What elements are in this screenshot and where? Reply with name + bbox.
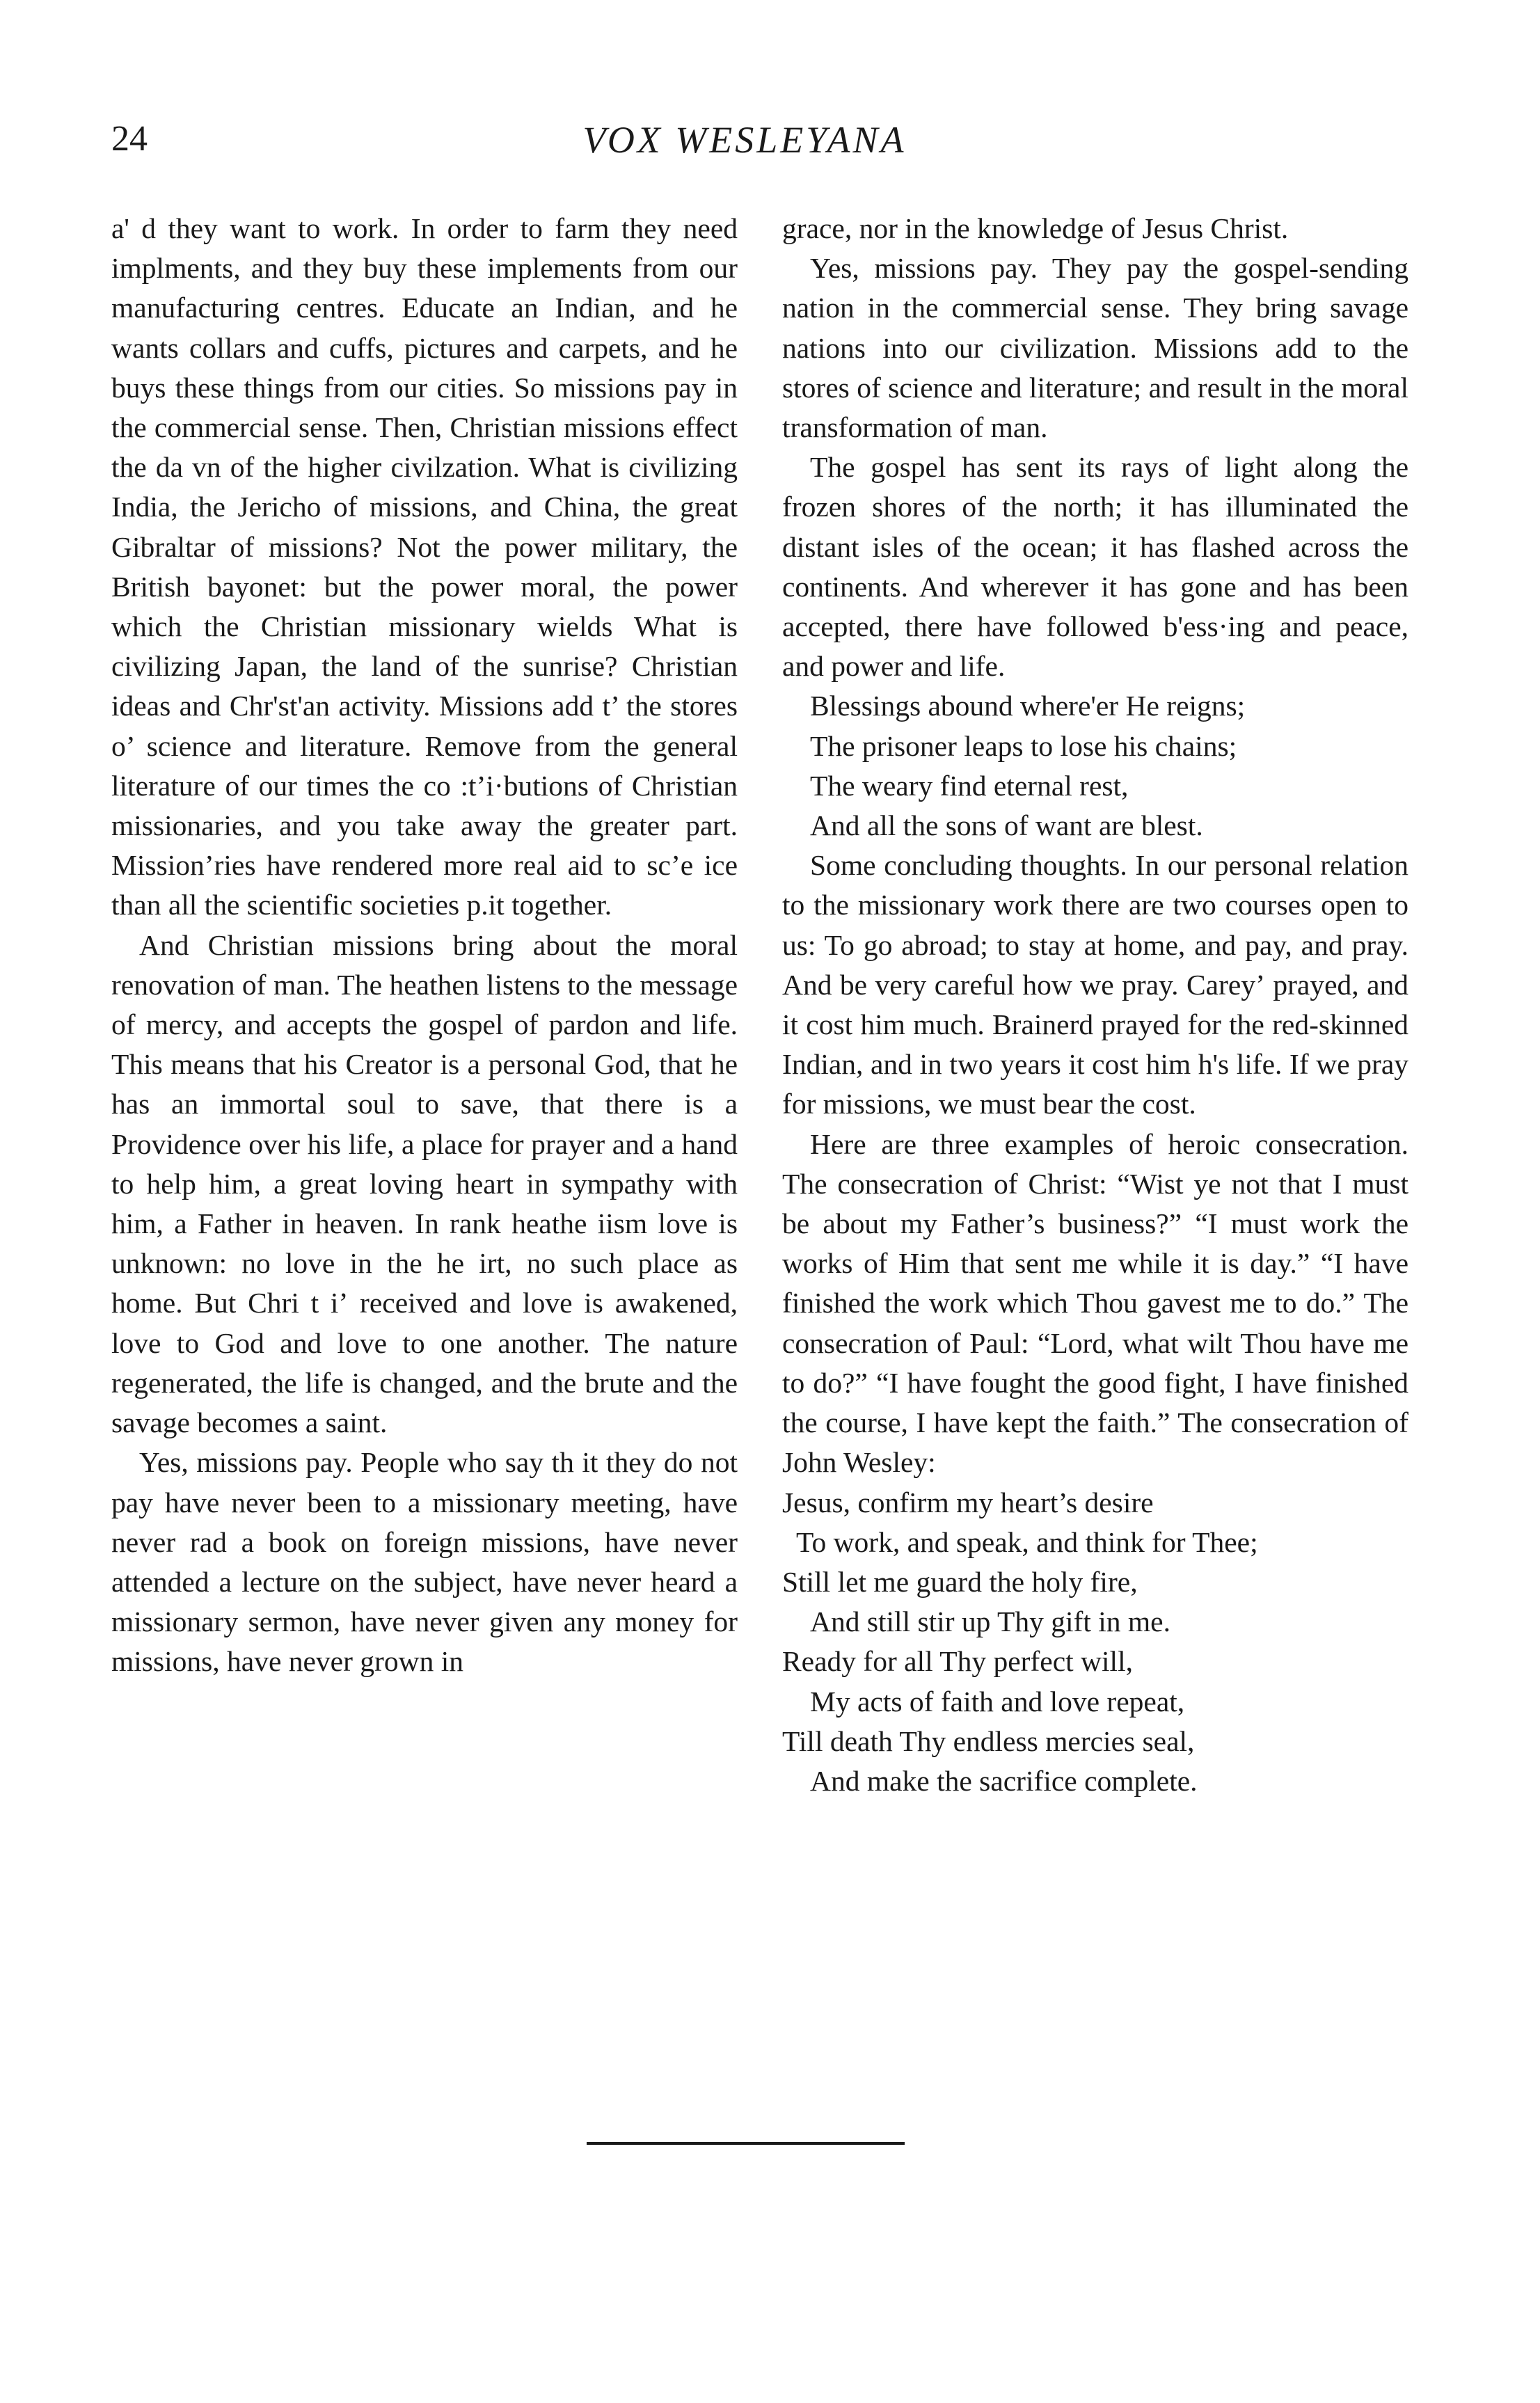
verse-line: And all the sons of want are blest. bbox=[810, 809, 1203, 842]
hymn-line: Ready for all Thy perfect will, bbox=[782, 1645, 1133, 1678]
left-paragraph-3: Yes, missions pay. People who say th it they do not pay have never been to a missionary meeting, have never rad a book on foreign missions, have never attended a lecture on the subject, have never heard a missionary sermon, have never given any money for missions, have never grown in bbox=[111, 1446, 738, 1678]
page-header bbox=[111, 118, 1378, 174]
right-paragraph-3: The gospel has sent its rays of light along the frozen shores of the north; it has illuminated the distant isles of the ocean; it has flashed across the continents. And wherever it has gone and has been accepted, there have followed b'ess·ing and peace, and power and life. bbox=[782, 451, 1408, 683]
page-number: 24 bbox=[111, 119, 148, 159]
hymn-line: Till death Thy endless mercies seal, bbox=[782, 1724, 1195, 1757]
left-column bbox=[111, 209, 738, 1682]
verse-line: The weary find eternal rest, bbox=[810, 769, 1129, 802]
hymn-line: Jesus, confirm my heart’s desire bbox=[782, 1486, 1154, 1518]
right-paragraph-2: Yes, missions pay. They pay the gospel-sending nation in the commercial sense. They bring savage nations into our civilization. Missions add to the stores of science and literature; and result in the moral transformation of man. bbox=[782, 252, 1408, 444]
hymn-line: And still stir up Thy gift in me. bbox=[810, 1605, 1170, 1638]
left-paragraph-2: And Christian missions bring about the moral renovation of man. The heathen listens to the message of mercy, and accepts the gospel of pardon and life. This means that his Creator is a personal God, that he has an immortal soul to save, that there is a Providence over his life, a place for prayer and a hand to help him, a great loving heart in sympathy with him, a Father in heaven. In rank heathe iism love is unknown: no love in the he irt, no such place as home. But Chri t iʼ received and love is awakened, love to God and love to one another. The nature regenerated, the life is changed, and the brute and the savage becomes a saint. bbox=[111, 928, 738, 1439]
journal-title: VOX WESLEYANA bbox=[582, 119, 907, 161]
right-paragraph-4: Some concluding thoughts. In our personal relation to the missionary work there are two courses open to us: To go abroad; to stay at home, and pay, and pray. And be very careful how we pray. Careyʼ prayed, and it cost him much. Brainerd prayed for the red-skinned Indian, and in two years it cost him h's life. If we pray for missions, we must bear the cost. bbox=[782, 849, 1408, 1120]
verse-line: The prisoner leaps to lose his chains; bbox=[810, 729, 1237, 762]
hymn-line: My acts of faith and love repeat, bbox=[810, 1685, 1185, 1718]
hymn-line: Still let me guard the holy fire, bbox=[782, 1565, 1138, 1598]
verse-line: Blessings abound where'er He reigns; bbox=[810, 690, 1246, 722]
section-divider bbox=[587, 2142, 905, 2145]
verse-quotation bbox=[782, 686, 1408, 846]
right-column bbox=[782, 209, 1408, 1801]
wesley-hymn bbox=[782, 1483, 1408, 1802]
left-paragraph-1: a' d they want to work. In order to farm they need implments, and they buy these implements from our manufacturing centres. Educate an Indian, and he wants collars and cuffs, pictures and carpets, and he buys these things from our cities. So missions pay in the commercial sense. Then, Christian missions effect the da vn of the higher civilzation. What is civilizing India, the Jericho of missions, and China, the great Gibraltar of missions? Not the power military, the British bayonet: but the power moral, the power which the Christian missionary wields What is civilizing Japan, the land of the sunrise? Christian ideas and Chr'st'an activity. Missions add t’ the stores o’ science and literature. Remove from the general literature of our times the co :t’i·butions of Christian missionaries, and you take away the greater part. Mission’ries have rendered more real aid to sc’e ice than all the scientific societies p.it together. bbox=[111, 212, 738, 921]
hymn-line: To work, and speak, and think for Thee; bbox=[796, 1525, 1258, 1558]
right-paragraph-5: Here are three examples of heroic consecration. The consecration of Christ: “Wist ye not that I must be about my Father’s business?” “I must work the works of Him that sent me while it is day.” “I have finished the work which Thou gavest me to do.” The consecration of Paul: “Lord, what wilt Thou have me to do?” “I have fought the good fight, I have finished the course, I have kept the faith.” The consecration of John Wesley: bbox=[782, 1127, 1408, 1479]
hymn-line: And make the sacrifice complete. bbox=[810, 1764, 1198, 1797]
right-paragraph-1: grace, nor in the knowledge of Jesus Christ. bbox=[782, 212, 1289, 244]
